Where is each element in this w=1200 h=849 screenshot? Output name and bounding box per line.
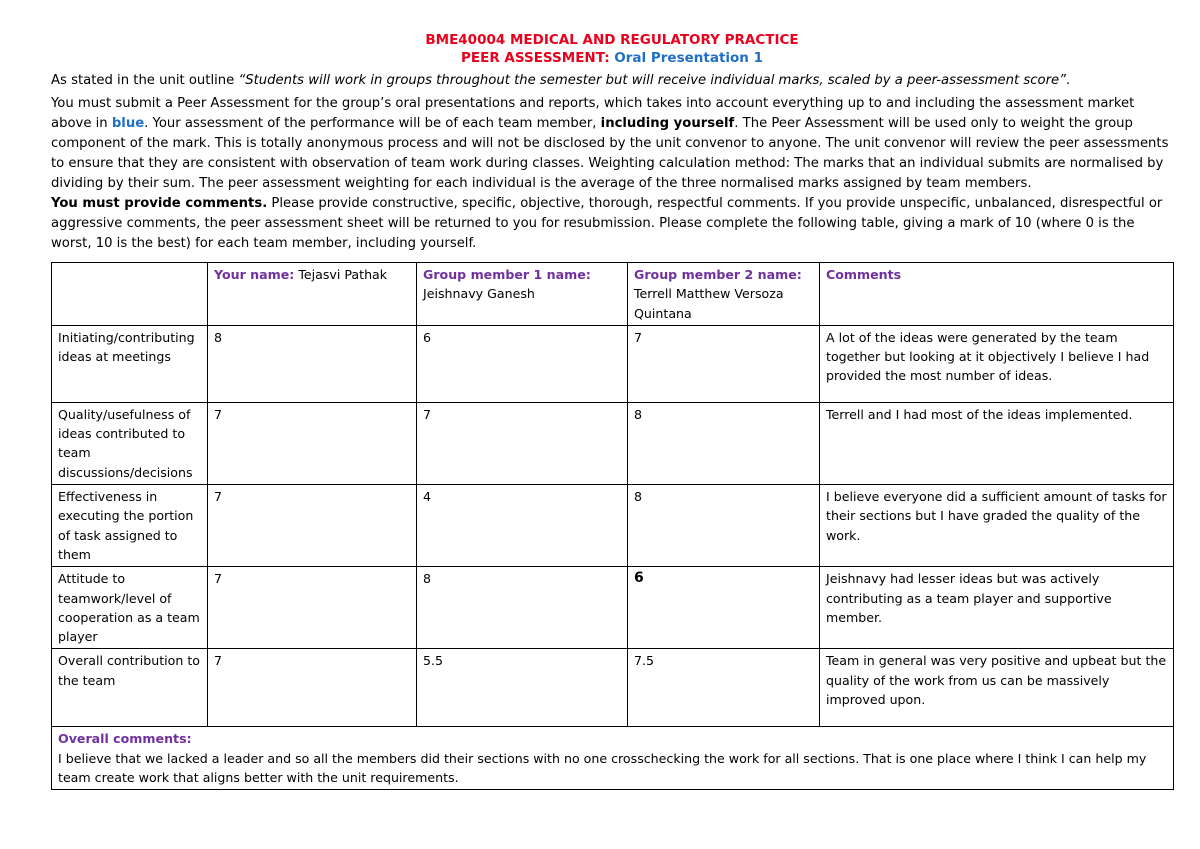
intro-tail: . <box>1065 73 1071 88</box>
member1-score-cell: 7 <box>417 402 628 484</box>
overall-comments-row <box>52 727 1174 790</box>
comment-cell: A lot of the ideas were generated by the team together but looking at it objectively I believe I had provided the most number of ideas. <box>820 325 1174 402</box>
table-row <box>52 649 1174 727</box>
comment-cell: Terrell and I had most of the ideas implemented. <box>820 402 1174 484</box>
table-row <box>52 325 1174 402</box>
instr-p1-b: . Your assessment of the performance will be of each team member, <box>144 116 601 131</box>
member2-label: Group member 2 name: <box>634 267 802 282</box>
intro-paragraph <box>51 71 1173 91</box>
subtitle-suffix: Oral Presentation 1 <box>614 50 764 66</box>
intro-quote: “Students will work in groups throughout the semester but will receive individual marks, scaled by a peer-assessment score” <box>238 73 1066 88</box>
comments-label: Comments <box>826 267 902 282</box>
criterion-cell: Overall contribution to the team <box>52 649 208 727</box>
header-member-1 <box>417 263 628 326</box>
table-row <box>52 485 1174 567</box>
member1-value: Jeishnavy Ganesh <box>423 286 535 302</box>
table-row <box>52 567 1174 649</box>
peer-assessment-table <box>51 262 1174 790</box>
self-score-cell: 8 <box>208 325 417 402</box>
criterion-cell: Effectiveness in executing the portion of task assigned to them <box>52 485 208 567</box>
document-title: BME40004 MEDICAL AND REGULATORY PRACTICE <box>425 32 799 48</box>
member1-score-cell: 8 <box>417 567 628 649</box>
your-name-value: Tejasvi Pathak <box>294 267 388 282</box>
your-name-label: Your name: <box>214 267 295 282</box>
table-header-row <box>52 263 1174 326</box>
member2-score-cell: 7 <box>628 325 820 402</box>
comment-cell: Team in general was very positive and upbeat but the quality of the work from us can be massively improved upon. <box>820 649 1174 727</box>
overall-comments-text: I believe that we lacked a leader and so all the members did their sections with no one crosschecking the work for all sections. That is one place where I think I can help my team create work that aligns better with the unit requirements. <box>58 750 1147 786</box>
header-comments <box>820 263 1174 326</box>
criterion-cell: Attitude to teamwork/level of cooperation as a team player <box>52 567 208 649</box>
member1-score-cell: 5.5 <box>417 649 628 727</box>
member2-score-cell: 8 <box>628 485 820 567</box>
document-subtitle <box>51 49 1173 67</box>
self-score-cell: 7 <box>208 485 417 567</box>
table-row <box>52 402 1174 484</box>
member2-score-cell: 6 <box>628 567 820 649</box>
instr-p1-a: You must submit a Peer Assessment for the group’s oral presentations and reports, which takes into account everything up to and including the assessment market above in <box>51 96 1135 131</box>
self-score-cell: 7 <box>208 649 417 727</box>
member1-score-cell: 6 <box>417 325 628 402</box>
member1-label: Group member 1 name: <box>423 267 591 282</box>
criterion-cell: Quality/usefulness of ideas contributed to team discussions/decisions <box>52 402 208 484</box>
intro-lead: As stated in the unit outline <box>51 73 239 88</box>
instr-p1-bold: including yourself <box>600 116 735 131</box>
overall-comments-label: Overall comments: <box>58 731 192 747</box>
self-score-cell: 7 <box>208 402 417 484</box>
header-member-2 <box>628 263 820 326</box>
self-score-cell: 7 <box>208 567 417 649</box>
member2-score-cell: 7.5 <box>628 649 820 727</box>
comment-cell: Jeishnavy had lesser ideas but was actively contributing as a team player and supportive member. <box>820 567 1174 649</box>
member2-value: Terrell Matthew Versoza Quintana <box>634 286 784 321</box>
member2-score-cell: 8 <box>628 402 820 484</box>
criterion-cell: Initiating/contributing ideas at meetings <box>52 325 208 402</box>
instr-p2-rest: Please provide constructive, specific, objective, thorough, respectful comments. If you provide unspecific, unbalanced, disrespectful or aggressive comments, the peer assessment sheet will be returned to you for resubmission. Please complete the following table, giving a mark of 10 (where 0 is the worst, 10 is the best) for each team member, including yourself. <box>51 196 1163 251</box>
instr-p2-bold: You must provide comments. <box>51 196 268 211</box>
subtitle-prefix: PEER ASSESSMENT: <box>460 50 610 66</box>
instr-p1-blue: blue <box>111 116 145 131</box>
header-empty-cell <box>52 263 208 326</box>
comment-cell: I believe everyone did a sufficient amount of tasks for their sections but I have graded the quality of the work. <box>820 485 1174 567</box>
member1-score-cell: 4 <box>417 485 628 567</box>
overall-comments-cell <box>52 727 1174 790</box>
instr-p1-c: . The Peer Assessment will be used only to weight the group component of the mark. This is totally anonymous process and will not be disclosed by the unit convenor to anyone. The unit convenor will review the peer assessments to ensure that they are consistent with observation of team work during classes. Weighting calculation method: The marks that an individual submits are normalised by dividing by their sum. The peer assessment weighting for each individual is the average of the three normalised marks assigned by team members. <box>51 116 1169 191</box>
instructions-paragraph-2 <box>51 194 1173 254</box>
header-your-name <box>208 263 417 326</box>
instructions-paragraph-1 <box>51 94 1173 194</box>
